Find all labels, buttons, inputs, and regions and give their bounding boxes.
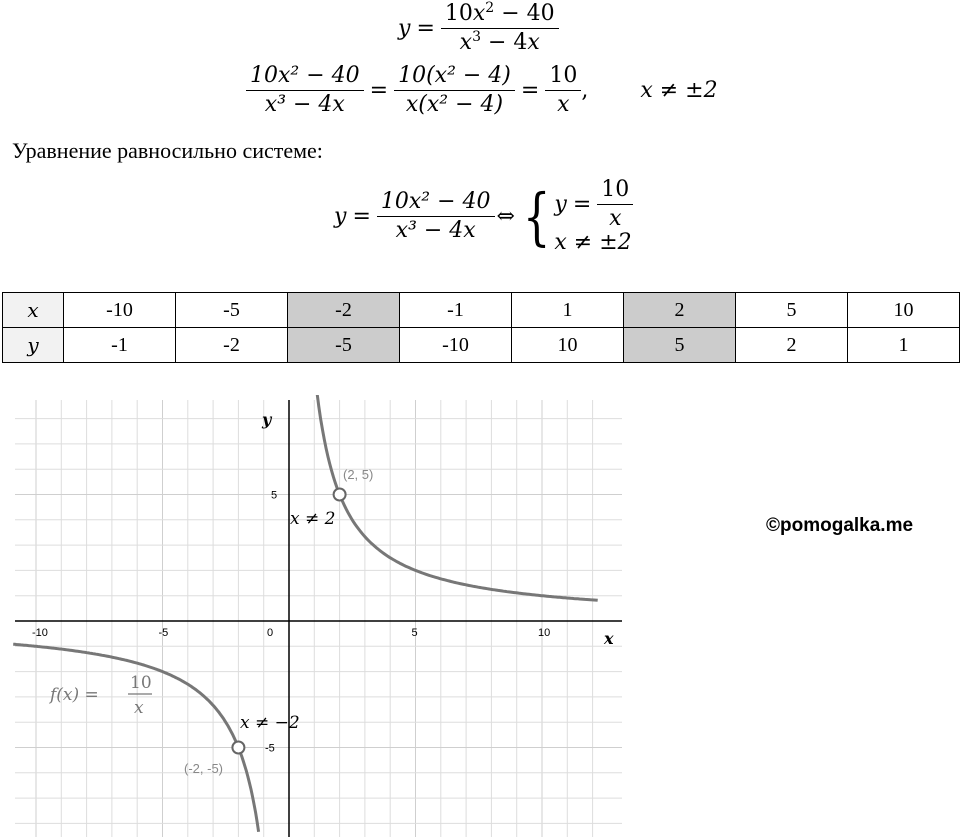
row-label-x: x [3,293,64,328]
function-graph [0,395,640,837]
table-cell: -5 [288,328,400,363]
table-cell: -5 [176,293,288,328]
table-cell: 1 [512,293,624,328]
formula-1-num-coef: 10 [444,1,473,26]
table-cell: 10 [848,293,960,328]
system-brace: { [522,179,551,253]
text-line: Уравнение равносильно системе: [12,138,323,163]
formula-1-den-exp: 3 [472,29,481,45]
row-label-y: y [3,328,64,363]
formula-3-iff: ⇔ [496,204,515,229]
system-line-1-den: x [609,206,622,231]
formula-3-den: x³ − 4x [395,218,476,243]
table-cell: 2 [624,293,736,328]
system-line-1-fraction [597,178,633,231]
note-lower: x ≠ −2 [240,713,300,733]
grid [15,395,622,837]
table-cell: -1 [400,293,512,328]
table-cell: 2 [736,328,848,363]
curve-branch-positive [308,395,598,600]
formula-1-eq: = [416,16,435,41]
table-cell: -10 [400,328,512,363]
function-label-lhs: f(x) = [50,685,99,705]
table-cell: 5 [736,293,848,328]
formula-1-den-var2: x [527,30,540,55]
formula-2-frac-2 [394,64,515,117]
table-row-x [3,293,960,328]
formula-3-num: 10x² − 40 [377,190,495,217]
point-lower-label: (-2, -5) [184,761,223,776]
formula-3-fraction [377,190,495,243]
table-cell: -2 [176,328,288,363]
formula-2-frac-3-num: 10 [545,64,581,91]
formula-2-frac-3 [545,64,581,117]
system-line-1-num: 10 [597,178,633,205]
note-upper: x ≠ 2 [290,509,336,529]
formula-2-frac-2-den: x(x² − 4) [405,92,504,117]
formula-3 [334,178,633,255]
system-line-1-eq: = [572,192,592,217]
axes [15,400,622,837]
table-cell: 10 [512,328,624,363]
system-lines [554,178,633,255]
function-label-num: 10 [130,673,152,693]
formula-2: $\frac{\text{10x² − 40}}{\text{x³ − 4x}}$ = $\frac{\text{10(x² − 4)}}{\text{x(x² − 4)}}$ = $\frac{10}{x}$ , x ≠ ±2 [246,64,718,117]
system-line-1-lhs: y [554,192,567,217]
point-upper-label: (2, 5) [343,467,374,482]
formula-2-frac-1-den: x³ − 4x [264,92,345,117]
formula-2-comma: , [581,78,589,103]
table-cell: -1 [64,328,176,363]
x-tick-label: 10 [538,627,551,639]
table-cell: -2 [288,293,400,328]
formula-3-eq: = [352,204,371,229]
formula-1-num-exp: 2 [485,0,495,16]
table-cell: 1 [848,328,960,363]
copyright: ©pomogalka.me [766,515,914,536]
x-tick-label: 5 [411,627,418,639]
table-cell: -10 [64,293,176,328]
y-axis-label: y [262,410,272,429]
x-tick-label: 0 [267,627,274,639]
formula-1 [398,2,559,55]
formula-1-num-rest: − 40 [494,1,555,26]
x-tick-label: -10 [32,627,48,639]
formula-2-frac-2-num: 10(x² − 4) [394,64,515,91]
formula-1-den-var1: x [459,30,473,55]
hollow-point [232,742,244,754]
values-table [2,292,960,363]
y-tick-label: -5 [265,742,275,755]
function-label-den: x [134,698,144,718]
system-line-2: x ≠ ±2 [554,230,632,255]
formula-1-fraction [441,2,559,55]
formula-3-y: y [334,204,347,229]
x-axis-label: x [604,629,614,648]
hollow-point [334,489,346,501]
curves [13,395,598,832]
table-cell: 5 [624,328,736,363]
x-tick-label: -5 [158,627,169,639]
formula-1-lhs: y [398,16,411,41]
table-row-y [3,328,960,363]
y-tick-label: 5 [271,489,278,502]
formula-2-condition: x ≠ ±2 [640,78,718,103]
formula-1-den-rest: − 4 [481,30,528,55]
function-label [48,673,152,718]
formula-1-num-var: x [472,1,486,26]
formula-2-frac-3-den: x [557,92,570,117]
formula-2-frac-1 [246,64,364,117]
formula-2-frac-1-num: 10x² − 40 [246,64,364,91]
